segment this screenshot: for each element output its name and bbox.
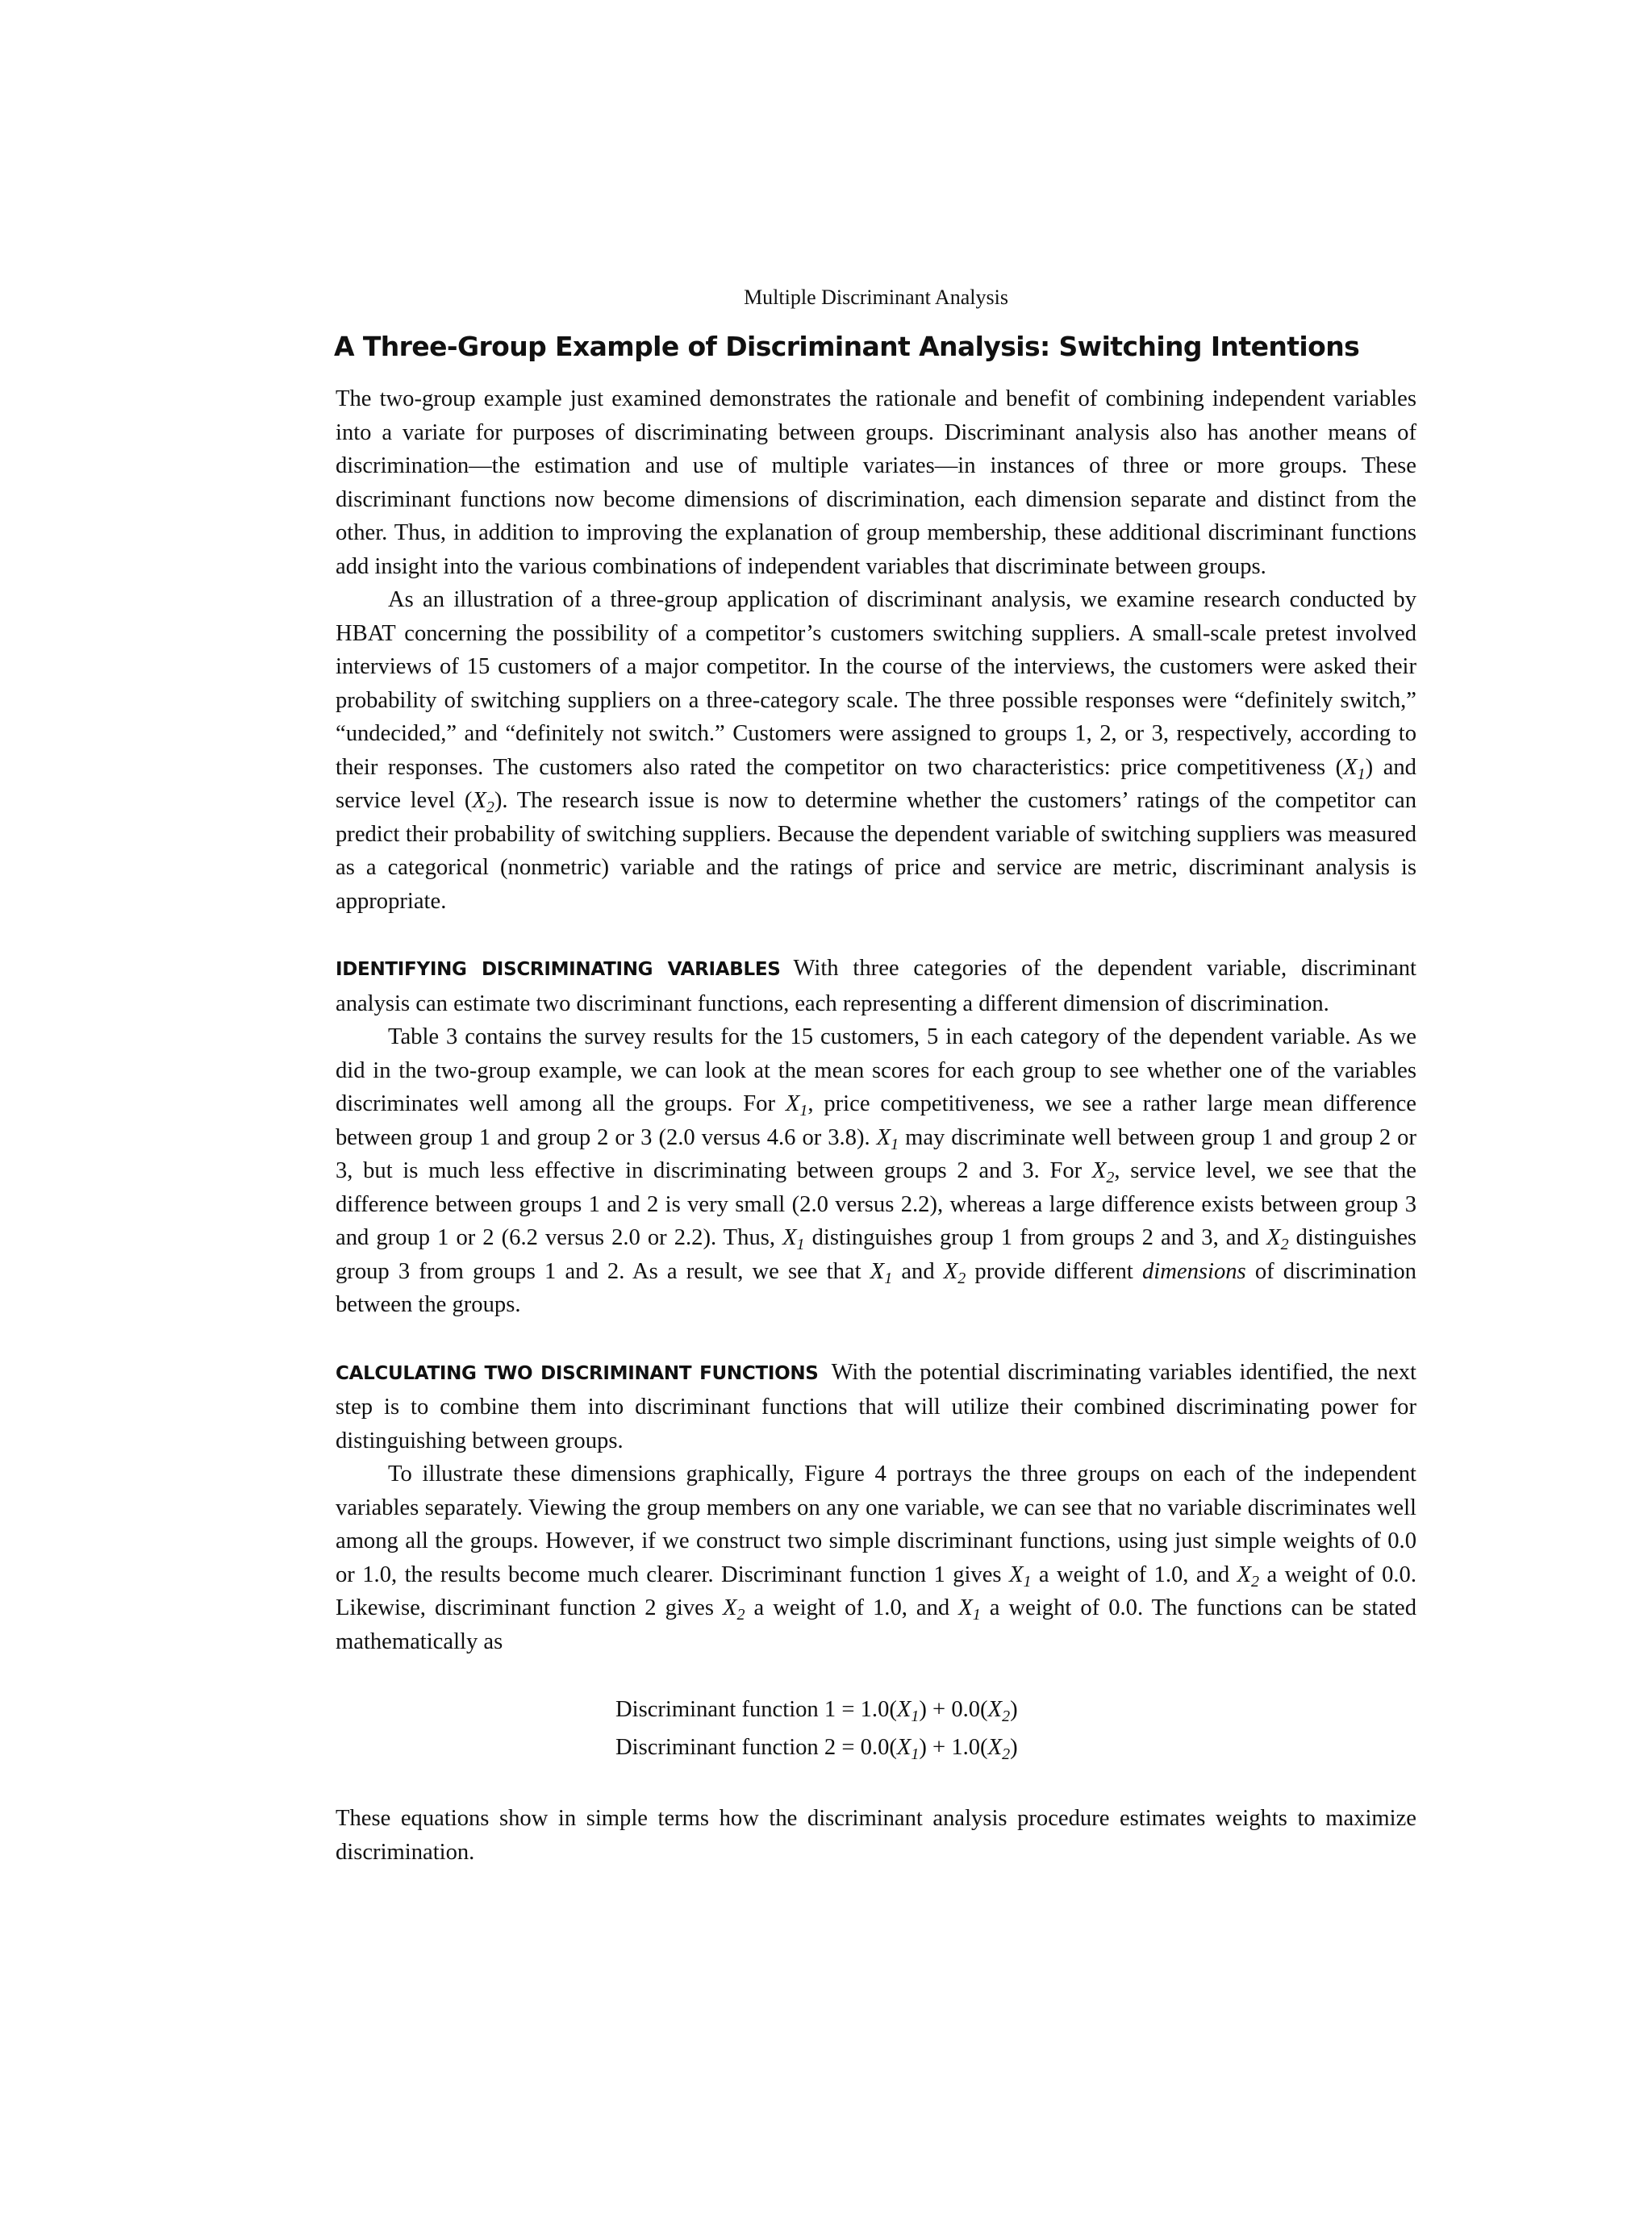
emphasis-dimensions: dimensions — [1142, 1258, 1246, 1284]
text-span: distinguishes group 1 from groups 2 and 3, and — [804, 1225, 1267, 1250]
equation-function-2: Discriminant function $2 = 0.0(X_1) + 1.0(X_2)$ — [615, 1735, 1018, 1763]
text-span: may discriminate well between group 1 and group 2 or 3, but is much less effective in discriminating between groups 2 and 3. For — [336, 1124, 1417, 1183]
paragraph-conclusion: These equations show in simple terms how the discriminant analysis procedure estimates weights to maximize discrimination. — [336, 1806, 1416, 1865]
text-span: distinguishes group 3 from groups 1 and 2. As a result, we see that — [336, 1225, 1417, 1284]
text-span: a weight of 1.0, and — [745, 1595, 959, 1620]
text-span: To illustrate these dimensions graphically, Figure 4 portrays the three groups on each of the independent variables separately. Viewing the group members on any one variable, we can see that no variable discriminates well among all the groups. However, if we construct two simple discriminant functions, using just simple weights of 0.0 or 1.0, the results become much clearer. Discriminant function 1 gives — [336, 1462, 1416, 1587]
page — [336, 284, 1416, 1869]
text-span: , price competitiveness, we see a rather large mean difference between group 1 and group 2 or 3 (2.0 versus 4.6 or 3.8). — [336, 1091, 1416, 1150]
runin-heading-identifying: IDENTIFYING DISCRIMINATING VARIABLES — [336, 959, 781, 980]
section-title: A Three-Group Example of Discriminant Analysis: Switching Intentions — [334, 331, 1360, 362]
spacer — [336, 918, 1416, 952]
text-span: a weight of 0.0. The functions can be stated mathematically as — [336, 1595, 1416, 1654]
var-x2: $X_2$ — [1237, 1562, 1260, 1591]
var-x1: $X_1$ — [1343, 754, 1366, 783]
paragraph-illustration — [336, 583, 1416, 918]
paragraph-intro: The two-group example just examined demonstrates the rationale and benefit of combining independent variables into a variate for purposes of discriminating between groups. Discriminant analysis also has another means of discrimination—the estimation and use of multiple variates—in instances of three or more groups. These discriminant functions now become dimensions of discrimination, each dimension separate and distinct from the other. Thus, in addition to improving the explanation of group membership, these additional discriminant functions add insight into the various combinations of independent variables that discriminate between groups. — [336, 386, 1416, 579]
text-span: With three categories of the dependent variable, discriminant analysis can estimate two discriminant functions, each representing a different dimension of discrimination. — [336, 956, 1416, 1016]
text-span: a weight of 1.0, and — [1031, 1562, 1237, 1587]
text-span: ). The research issue is now to determine whether the customers’ ratings of the competitor can predict their probability of switching suppliers. Because the dependent variable of switching suppliers was measured as a categorical (nonmetric) variable and the ratings of price and service are metric, discriminant analysis is appropriate. — [336, 788, 1416, 914]
text-span: , service level, we see that the difference between groups 1 and 2 is very small (2.0 versus 2.2), whereas a large difference exists between group 3 and group 1 or 2 (6.2 versus 2.0 or 2.2). Thus, — [336, 1158, 1416, 1250]
text-span: of discrimination between the groups. — [336, 1258, 1416, 1317]
var-x1: $X_1$ — [876, 1124, 899, 1153]
var-x1: $X_1$ — [870, 1258, 893, 1287]
running-head: Multiple Discriminant Analysis — [744, 286, 1008, 309]
runin-heading-calculating: CALCULATING TWO DISCRIMINANT FUNCTIONS — [336, 1362, 819, 1384]
var-x1: $X_1$ — [958, 1595, 981, 1624]
text-span: a weight of 0.0. Likewise, discriminant function 2 gives — [336, 1562, 1416, 1620]
equation-function-1: Discriminant function $1 = 1.0(X_1) + 0.0(X_2)$ — [615, 1697, 1018, 1725]
var-x1: $X_1$ — [1009, 1562, 1032, 1591]
text-span: Table 3 contains the survey results for the 15 customers, 5 in each category of the dependent variable. As we did in the two-group example, we can look at the mean scores for each group to see whether one of the variables discriminates well among all the groups. For — [336, 1024, 1416, 1116]
var-x2: $X_2$ — [1091, 1158, 1115, 1186]
equation-block — [336, 1691, 1416, 1766]
paragraph-identifying — [336, 952, 1416, 1020]
var-x2: $X_2$ — [943, 1258, 966, 1287]
paragraph-table3 — [336, 1020, 1416, 1322]
var-x1: $X_1$ — [785, 1091, 808, 1120]
text-span: As an illustration of a three-group application of discriminant analysis, we examine research conducted by HBAT concerning the possibility of a competitor’s customers switching suppliers. A small-scale pretest involved interviews of 15 customers of a major competitor. In the course of the interviews, the customers were asked their probability of switching suppliers on a three-category scale. The three possible responses were “definitely switch,” “undecided,” and “definitely not switch.” Customers were assigned to groups 1, 2, or 3, respectively, according to their responses. The customers also rated the competitor on two characteristics: price competitiveness ( — [336, 587, 1416, 780]
var-x2: $X_2$ — [472, 788, 494, 816]
text-span: and — [892, 1258, 944, 1284]
paragraph-figure4 — [336, 1457, 1416, 1658]
spacer — [336, 1322, 1416, 1356]
var-x1: $X_1$ — [782, 1225, 805, 1253]
text-span: With the potential discriminating variables identified, the next step is to combine them into discriminant functions that will utilize their combined discriminating power for distinguishing between groups. — [336, 1359, 1417, 1453]
var-x2: $X_2$ — [1266, 1225, 1289, 1253]
var-x2: $X_2$ — [723, 1595, 745, 1624]
text-span: ) and service level ( — [336, 754, 1416, 813]
text-span: provide different — [966, 1258, 1142, 1284]
paragraph-calculating — [336, 1356, 1416, 1458]
